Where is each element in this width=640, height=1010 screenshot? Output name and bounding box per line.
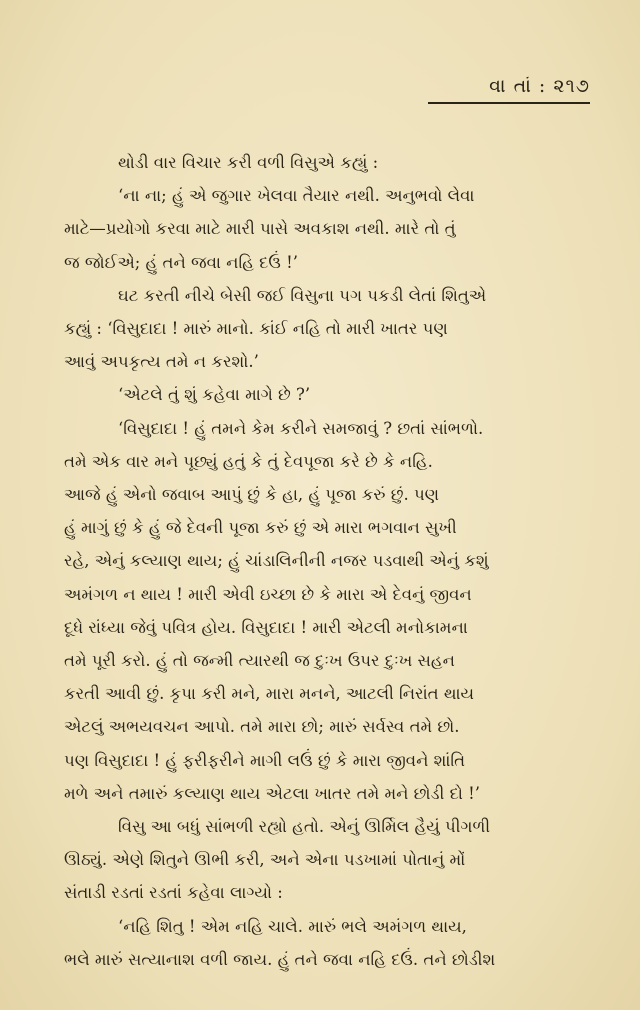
text-line: તમે એક વાર મને પૂછ્યું હતું કે તું દેવપૂજા કરે છે કે નહિ.	[64, 451, 433, 471]
text-line: આજે હું એનો જવાબ આપું છું કે હા, હું પૂજા કરું છું. પણ	[64, 485, 440, 505]
text-line: કહ્યું : ‘વિસુદાદા ! મારું માનો. કાંઈ નહિ તો મારી ખાતર પણ	[64, 319, 448, 339]
text-line: ઊઠ્યું. એણે શિતુને ઊભી કરી, અને એના પડખામાં પોતાનું મોં	[64, 850, 466, 870]
text-line: ‘વિસુદાદા ! હું તમને કેમ કરીને સમજાવું ? છતાં સાંભળો.	[118, 418, 484, 438]
text-line: દૂધે રાંધ્યા જેવું પવિત્ર હોય. વિસુદાદા ! મારી એટલી મનોકામના	[64, 617, 468, 637]
paragraph	[64, 412, 588, 810]
paragraph	[64, 810, 588, 910]
paragraph	[64, 146, 588, 179]
paragraph	[64, 378, 588, 411]
paragraph	[64, 910, 588, 976]
text-line: ‘એટલે તું શું કહેવા માગે છે ?’	[118, 385, 311, 405]
text-line: હું માગું છું કે હું જે દેવની પૂજા કરું છું એ મારા ભગવાન સુખી	[64, 518, 457, 538]
paragraph	[64, 279, 588, 379]
paragraph	[64, 179, 588, 279]
text-line: મળે અને તમારું કલ્યાણ થાય એટલા ખાતર તમે મને છોડી દો !’	[64, 783, 481, 803]
text-line: રહે, એનું કલ્યાણ થાય; હું ચાંડાલિનીની નજર પડવાથી એનું કશું	[64, 551, 489, 571]
text-line: વિસુ આ બધું સાંભળી રહ્યો હતો. એનું ઊર્મિલ હૈયું પીગળી	[118, 817, 491, 837]
text-line: ઘટ કરતી નીચે બેસી જઈ વિસુના પગ પકડી લેતાં શિતુએ	[118, 285, 487, 305]
text-line: ‘ના ના; હું એ જુગાર ખેલવા તૈયાર નથી. અનુભવો લેવા	[118, 186, 475, 206]
text-line: એટલું અભયવચન આપો. તમે મારા છો; મારું સર્વસ્વ તમે છો.	[64, 717, 460, 737]
text-line: કરતી આવી છું. કૃપા કરી મને, મારા મનને, આટલી નિરાંત થાય	[64, 684, 475, 704]
text-line: અમંગળ ન થાય ! મારી એવી ઇચ્છા છે કે મારા એ દેવનું જીવન	[64, 584, 472, 604]
text-line: તમે પૂરી કરો. હું તો જન્મી ત્યારથી જ દુઃખ ઉપર દુઃખ સહન	[64, 651, 455, 671]
text-line: જ જોઈએ; હું તને જવા નહિ દઉં !’	[64, 252, 298, 272]
text-line: ‘નહિ શિતુ ! એમ નહિ ચાલે. મારું ભલે અમંગળ થાય,	[118, 916, 467, 936]
running-head-rule	[428, 102, 590, 104]
text-line: માટે—પ્રયોગો કરવા માટે મારી પાસે અવકાશ નથી. મારે તો તું	[64, 219, 456, 239]
text-line: પણ વિસુદાદા ! હું ફરીફરીને માગી લઉં છું કે મારા જીવને શાંતિ	[64, 750, 466, 770]
text-line: આવું અપકૃત્ય તમે ન કરશો.’	[64, 352, 259, 372]
running-head-text: વા તાં : ૨૧૭	[489, 75, 590, 97]
running-head	[390, 74, 590, 104]
text-line: ભલે મારું સત્યાનાશ વળી જાય. હું તને જવા નહિ દઉં. તને છોડીશ	[64, 949, 496, 969]
body-text	[64, 146, 588, 976]
text-line: સંતાડી રડતાં રડતાં કહેવા લાગ્યો :	[64, 883, 283, 903]
text-line: થોડી વાર વિચાર કરી વળી વિસુએ કહ્યું :	[118, 153, 379, 172]
